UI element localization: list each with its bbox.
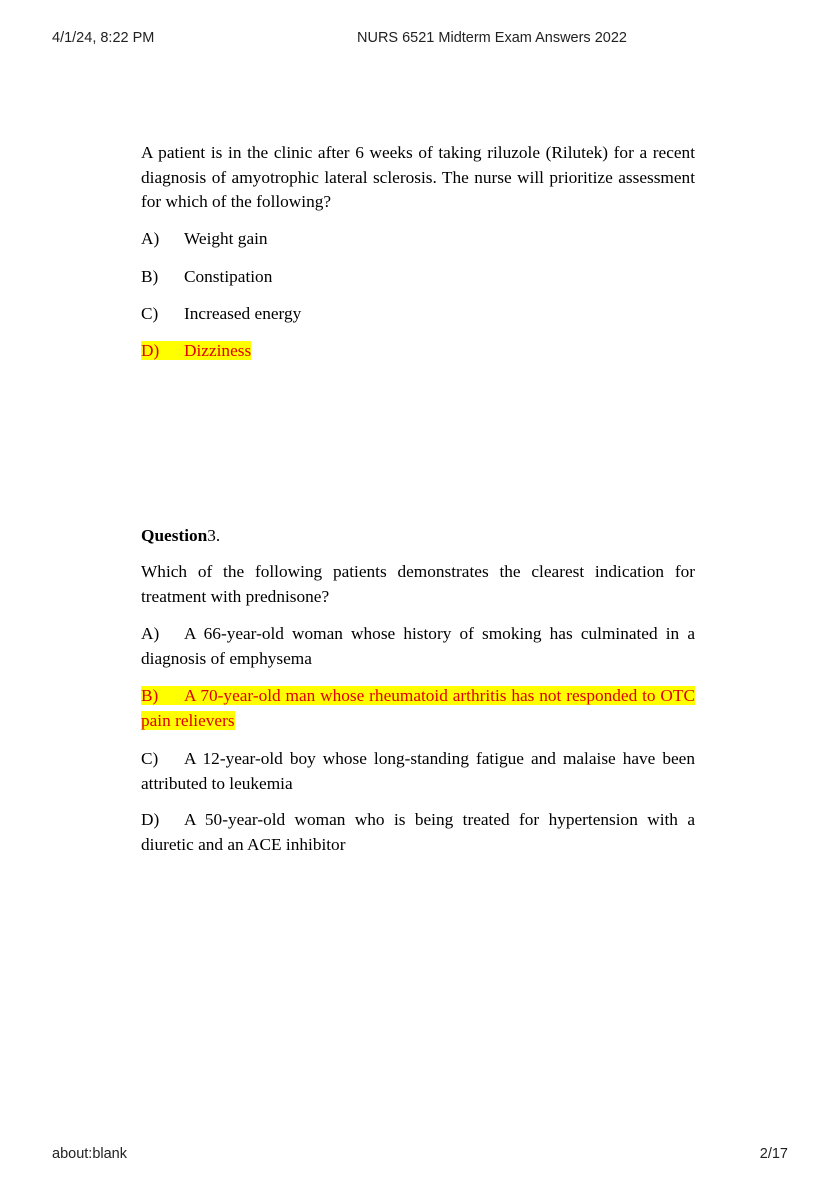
question-stem: A patient is in the clinic after 6 weeks of taking riluzole (Rilutek) for a recent diagnosis of amyotrophic lateral sclerosis. The nurse will prioritize assessment for which of the following? xyxy=(141,143,695,211)
option-letter: D) xyxy=(141,341,160,360)
question-label: Question xyxy=(141,526,208,545)
option-text: A 66-year-old woman whose history of smoking has culminated in a diagnosis of emphysema xyxy=(141,624,695,668)
option-text: A 12-year-old boy whose long-standing fatigue and malaise have been attributed to leukemia xyxy=(141,749,695,793)
option-letter: C) xyxy=(141,304,159,323)
question-heading xyxy=(141,524,695,549)
option-letter: C) xyxy=(141,749,159,768)
option-text: Weight gain xyxy=(184,229,268,248)
correct-answer-highlight xyxy=(141,686,695,730)
option-text: Dizziness xyxy=(184,341,252,360)
answer-option-d-correct xyxy=(141,339,695,364)
answer-option-d xyxy=(141,808,695,857)
answer-option-b-correct xyxy=(141,684,695,733)
answer-option-c xyxy=(141,747,695,796)
option-text: Constipation xyxy=(184,267,273,286)
print-datetime: 4/1/24, 8:22 PM xyxy=(52,30,155,46)
answer-option-c xyxy=(141,302,695,327)
answer-option-b xyxy=(141,265,695,290)
option-letter: B) xyxy=(141,686,159,705)
print-title: NURS 6521 Midterm Exam Answers 2022 xyxy=(357,30,627,46)
answer-option-a xyxy=(141,227,695,252)
correct-answer-highlight xyxy=(141,341,251,360)
option-text: A 50-year-old woman who is being treated for hypertension with a diuretic and an ACE inhibitor xyxy=(141,810,695,854)
option-text: Increased energy xyxy=(184,304,302,323)
question-stem: Which of the following patients demonstrates the clearest indication for treatment with prednisone? xyxy=(141,562,695,606)
option-letter: A) xyxy=(141,624,160,643)
question-block-riluzole xyxy=(141,141,695,215)
option-letter: B) xyxy=(141,267,159,286)
option-text: A 70-year-old man whose rheumatoid arthritis has not responded to OTC pain relievers xyxy=(141,686,695,730)
print-url: about:blank xyxy=(52,1146,127,1162)
answer-option-a xyxy=(141,622,695,671)
page-number: 2/17 xyxy=(759,1146,788,1162)
question-number: 3. xyxy=(207,526,221,545)
option-letter: D) xyxy=(141,810,160,829)
question-block-prednisone xyxy=(141,560,695,609)
option-letter: A) xyxy=(141,229,160,248)
